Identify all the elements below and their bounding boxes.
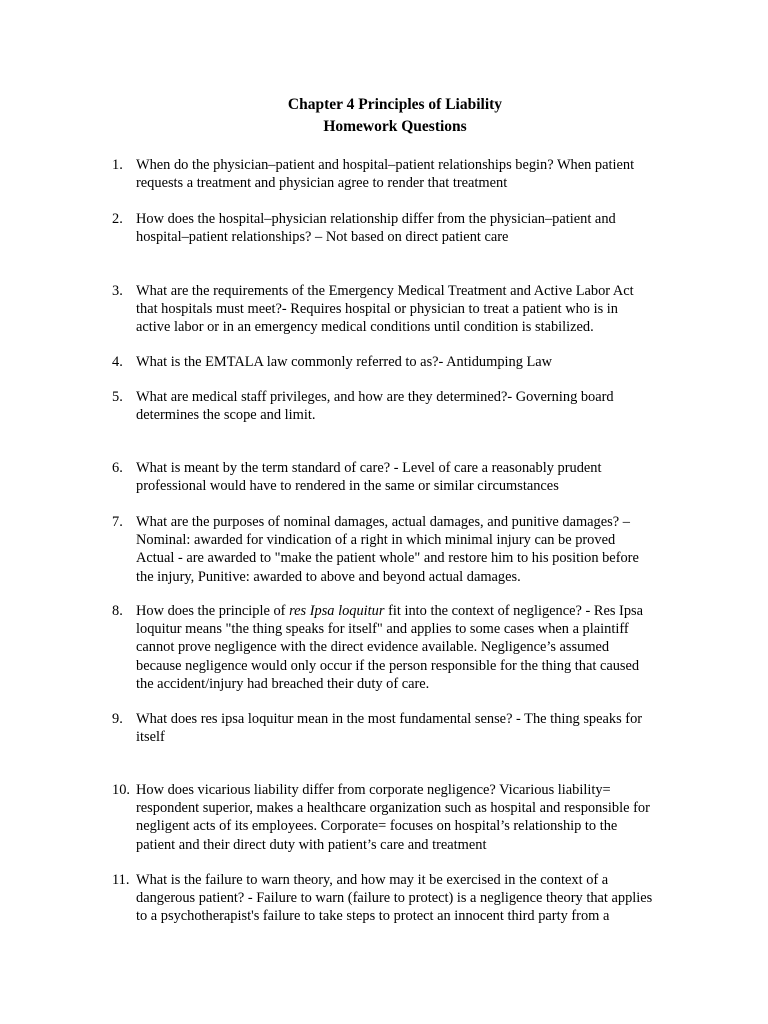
text-line: What are the requirements of the Emergency Medical Treatment and Active Labor Act bbox=[136, 283, 634, 299]
text-line: because negligence would only occur if the person responsible for the thing that caused bbox=[136, 657, 640, 674]
question-text bbox=[136, 353, 681, 371]
text-line: How does vicarious liability differ from corporate negligence? Vicarious liability= bbox=[136, 782, 611, 798]
question-number: 2. bbox=[112, 211, 123, 227]
text-line: What are the purposes of nominal damages, actual damages, and punitive damages? – bbox=[136, 514, 630, 530]
text-line: patient and their direct duty with patient’s care and treatment bbox=[136, 836, 487, 853]
text-line: the accident/injury had breached their duty of care. bbox=[136, 675, 430, 692]
text-line: cannot prove negligence with the direct evidence available. Negligence’s assumed bbox=[136, 639, 610, 656]
text-line bbox=[136, 602, 681, 620]
question-number: 8. bbox=[112, 603, 123, 619]
italic-term: res Ipsa loquitur bbox=[289, 603, 385, 619]
question-number: 7. bbox=[112, 514, 123, 530]
text-line: What is the failure to warn theory, and how may it be exercised in the context of a bbox=[136, 872, 609, 888]
text-line: the injury, Punitive: awarded to above and beyond actual damages. bbox=[136, 568, 521, 585]
question-number: 11. bbox=[112, 872, 130, 888]
question-number: 3. bbox=[112, 283, 123, 299]
text-line: loquitur means "the thing speaks for itself" and applies to some cases when a plaintiff bbox=[136, 621, 629, 638]
question-text bbox=[136, 710, 681, 746]
document-title: Chapter 4 Principles of Liability bbox=[287, 96, 503, 113]
question-text bbox=[136, 156, 681, 192]
text-line: requests a treatment and physician agree to render that treatment bbox=[136, 175, 508, 192]
text-line: Actual - are awarded to "make the patient whole" and restore him to his position before bbox=[136, 550, 639, 567]
question-text bbox=[136, 781, 681, 854]
question-number: 1. bbox=[112, 157, 123, 173]
text-line: What are medical staff privileges, and how are they determined?- Governing board bbox=[136, 389, 614, 405]
text-run: fit into the context of negligence? - Res Ipsa bbox=[384, 603, 644, 619]
text-line: negligent acts of its employees. Corporate= focuses on hospital’s relationship to the bbox=[136, 818, 618, 835]
question-text bbox=[136, 459, 681, 495]
text-line: determines the scope and limit. bbox=[136, 407, 316, 424]
text-line: dangerous patient? - Failure to warn (failure to protect) is a negligence theory that applies bbox=[136, 890, 653, 907]
text-line: How does the hospital–physician relationship differ from the physician–patient and bbox=[136, 211, 616, 227]
text-line: to a psychotherapist's failure to take steps to protect an innocent third party from a bbox=[136, 908, 610, 925]
question-text bbox=[136, 871, 681, 926]
text-line: What is the EMTALA law commonly referred to as?- Antidumping Law bbox=[136, 354, 553, 370]
question-number: 6. bbox=[112, 460, 123, 476]
question-text bbox=[136, 513, 681, 586]
text-line: What is meant by the term standard of care? - Level of care a reasonably prudent bbox=[136, 460, 602, 476]
question-number: 5. bbox=[112, 389, 123, 405]
text-line: respondent superior, makes a healthcare organization such as hospital and responsible for bbox=[136, 800, 650, 817]
question-text bbox=[136, 282, 681, 337]
text-line: that hospitals must meet?- Requires hospital or physician to treat a patient who is in bbox=[136, 301, 618, 318]
text-run: How does the principle of bbox=[136, 603, 290, 619]
question-number: 4. bbox=[112, 354, 123, 370]
question-text bbox=[136, 210, 681, 246]
text-line: hospital–patient relationships? – Not based on direct patient care bbox=[136, 229, 509, 246]
question-number: 9. bbox=[112, 711, 123, 727]
question-text bbox=[136, 602, 681, 693]
text-line: What does res ipsa loquitur mean in the most fundamental sense? - The thing speaks for bbox=[136, 711, 643, 727]
text-line: When do the physician–patient and hospital–patient relationships begin? When patient bbox=[136, 157, 635, 173]
document-subtitle: Homework Questions bbox=[323, 118, 467, 135]
question-text bbox=[136, 388, 681, 424]
text-line: Nominal: awarded for vindication of a right in which minimal injury can be proved bbox=[136, 532, 616, 549]
question-number: 10. bbox=[112, 782, 130, 798]
text-line: active labor or in an emergency medical conditions until condition is stabilized. bbox=[136, 319, 594, 336]
text-line: itself bbox=[136, 729, 165, 746]
text-line: professional would have to rendered in the same or similar circumstances bbox=[136, 478, 559, 495]
